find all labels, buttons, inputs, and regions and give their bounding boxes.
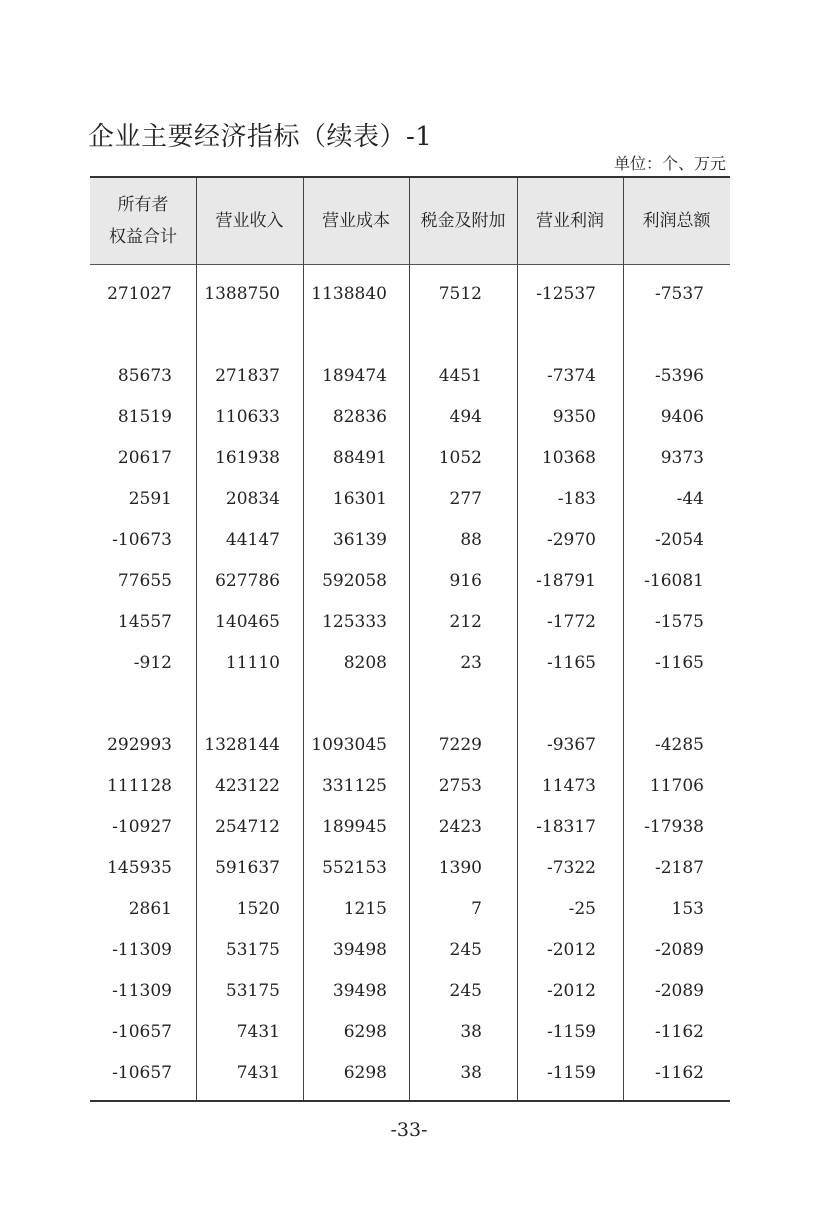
unit-label: 单位：个、万元 — [613, 154, 726, 173]
data-table — [90, 176, 730, 1102]
table-cell: 6298 — [343, 1022, 387, 1042]
table-cell: -17938 — [644, 817, 704, 837]
table-cell: -25 — [568, 899, 596, 919]
table-cell: 153 — [671, 899, 704, 919]
table-cell: -183 — [557, 489, 596, 509]
table-cell: 9406 — [660, 407, 704, 427]
table-cell: 271837 — [215, 366, 280, 386]
table-cell: -44 — [676, 489, 704, 509]
table-row — [90, 1053, 730, 1094]
table-cell: 111128 — [107, 776, 172, 796]
table-cell: 9350 — [552, 407, 596, 427]
table-cell: 494 — [449, 407, 482, 427]
table-cell: 331125 — [322, 776, 387, 796]
table-cell: -10927 — [112, 817, 172, 837]
table-cell: 627786 — [215, 571, 280, 591]
table-cell: 2591 — [128, 489, 172, 509]
table-cell: 7 — [471, 899, 482, 919]
table-row — [90, 725, 730, 766]
header-operating-revenue: 营业收入 — [215, 211, 284, 231]
table-cell: 1215 — [343, 899, 387, 919]
table-cell: -10657 — [112, 1022, 172, 1042]
table-cell: 292993 — [107, 735, 172, 755]
table-cell: 140465 — [215, 612, 280, 632]
table-row — [90, 643, 730, 684]
table-cell: 552153 — [322, 858, 387, 878]
table-cell: 277 — [449, 489, 482, 509]
table-cell: 6298 — [343, 1063, 387, 1083]
table-cell: 2423 — [438, 817, 482, 837]
table-row — [90, 930, 730, 971]
table-cell: -18317 — [536, 817, 596, 837]
table-cell: 23 — [460, 653, 482, 673]
table-cell: -1162 — [654, 1022, 704, 1042]
table-cell: 1390 — [438, 858, 482, 878]
table-row — [90, 274, 730, 315]
table-cell: -7322 — [546, 858, 596, 878]
table-cell: 44147 — [225, 530, 280, 550]
table-row — [90, 807, 730, 848]
table-row — [90, 356, 730, 397]
table-cell: 53175 — [225, 940, 280, 960]
table-row — [90, 766, 730, 807]
table-cell: -1159 — [546, 1022, 596, 1042]
table-cell: 1328144 — [204, 735, 280, 755]
table-row — [90, 520, 730, 561]
table-cell: -1162 — [654, 1063, 704, 1083]
table-row — [90, 848, 730, 889]
header-owners-equity — [90, 178, 196, 264]
table-cell: -10673 — [112, 530, 172, 550]
table-row — [90, 971, 730, 1012]
table-cell: -1165 — [654, 653, 704, 673]
table-cell: 592058 — [322, 571, 387, 591]
table-cell: 245 — [449, 981, 482, 1001]
table-cell: 9373 — [660, 448, 704, 468]
table-cell: -2089 — [654, 940, 704, 960]
table-cell: -5396 — [654, 366, 704, 386]
table-cell: 189945 — [322, 817, 387, 837]
table-cell: 16301 — [332, 489, 387, 509]
table-row — [90, 889, 730, 930]
table-cell: 271027 — [107, 284, 172, 304]
table-cell: 85673 — [117, 366, 172, 386]
table-cell: -9367 — [546, 735, 596, 755]
table-cell: 14557 — [117, 612, 172, 632]
table-cell: 7431 — [236, 1022, 280, 1042]
table-row — [90, 479, 730, 520]
table-row — [90, 315, 730, 356]
table-cell: 1520 — [236, 899, 280, 919]
table-cell: -1159 — [546, 1063, 596, 1083]
table-cell: 77655 — [117, 571, 172, 591]
table-cell: -1772 — [546, 612, 596, 632]
table-cell: -7537 — [654, 284, 704, 304]
table-cell: 2753 — [438, 776, 482, 796]
table-cell: -10657 — [112, 1063, 172, 1083]
table-cell: 189474 — [322, 366, 387, 386]
table-cell: -2089 — [654, 981, 704, 1001]
table-row — [90, 561, 730, 602]
table-cell: 1388750 — [204, 284, 280, 304]
table-cell: 8208 — [343, 653, 387, 673]
table-cell: -7374 — [546, 366, 596, 386]
table-row — [90, 438, 730, 479]
table-cell: 53175 — [225, 981, 280, 1001]
table-cell: 4451 — [438, 366, 482, 386]
table-cell: 7229 — [438, 735, 482, 755]
header-operating-cost: 营业成本 — [322, 211, 390, 231]
table-cell: -2054 — [654, 530, 704, 550]
header-taxes-surcharges: 税金及附加 — [420, 211, 506, 231]
table-cell: -2012 — [546, 981, 596, 1001]
header-total-profit: 利润总额 — [642, 211, 711, 231]
table-cell: -1575 — [654, 612, 704, 632]
table-cell: 916 — [449, 571, 482, 591]
table-cell: 591637 — [215, 858, 280, 878]
table-cell: -2970 — [546, 530, 596, 550]
table-cell: 39498 — [332, 940, 387, 960]
table-cell: 38 — [460, 1063, 482, 1083]
table-row — [90, 602, 730, 643]
table-cell: -4285 — [654, 735, 704, 755]
table-cell: -1165 — [546, 653, 596, 673]
table-cell: -11309 — [112, 940, 172, 960]
table-cell: -11309 — [112, 981, 172, 1001]
table-cell: 82836 — [332, 407, 387, 427]
table-cell: -2012 — [546, 940, 596, 960]
table-cell: 1052 — [438, 448, 482, 468]
table-cell: 11473 — [541, 776, 596, 796]
table-cell: 20617 — [117, 448, 172, 468]
table-cell: 245 — [449, 940, 482, 960]
table-row — [90, 1012, 730, 1053]
table-cell: 38 — [460, 1022, 482, 1042]
table-cell: 7431 — [236, 1063, 280, 1083]
table-cell: 39498 — [332, 981, 387, 1001]
table-cell: 10368 — [541, 448, 596, 468]
table-cell: 36139 — [332, 530, 387, 550]
table-cell: 20834 — [225, 489, 280, 509]
table-cell: 212 — [449, 612, 482, 632]
table-cell: 81519 — [117, 407, 172, 427]
table-cell: 254712 — [215, 817, 280, 837]
table-cell: 11706 — [649, 776, 704, 796]
table-cell: -912 — [133, 653, 172, 673]
table-row — [90, 684, 730, 725]
table-cell: -2187 — [654, 858, 704, 878]
table-cell: 110633 — [215, 407, 280, 427]
table-cell: 7512 — [438, 284, 482, 304]
header-owners-equity-line2: 权益合计 — [109, 227, 177, 247]
table-cell: 161938 — [215, 448, 280, 468]
table-header — [90, 178, 730, 265]
table-cell: 11110 — [225, 653, 280, 673]
header-operating-profit: 营业利润 — [536, 211, 604, 231]
table-cell: 1093045 — [311, 735, 387, 755]
table-cell: 88 — [460, 530, 482, 550]
table-cell: 1138840 — [311, 284, 387, 304]
table-cell: 125333 — [322, 612, 387, 632]
table-cell: 145935 — [107, 858, 172, 878]
table-cell: 423122 — [215, 776, 280, 796]
page-number: -33- — [390, 1119, 428, 1141]
page-title: 企业主要经济指标（续表）-1 — [88, 122, 433, 152]
table-cell: 88491 — [332, 448, 387, 468]
table-row — [90, 397, 730, 438]
table-cell: -16081 — [644, 571, 704, 591]
table-cell: -12537 — [536, 284, 596, 304]
header-owners-equity-line1: 所有者 — [117, 195, 169, 215]
table-cell: 2861 — [128, 899, 172, 919]
table-cell: -18791 — [536, 571, 596, 591]
